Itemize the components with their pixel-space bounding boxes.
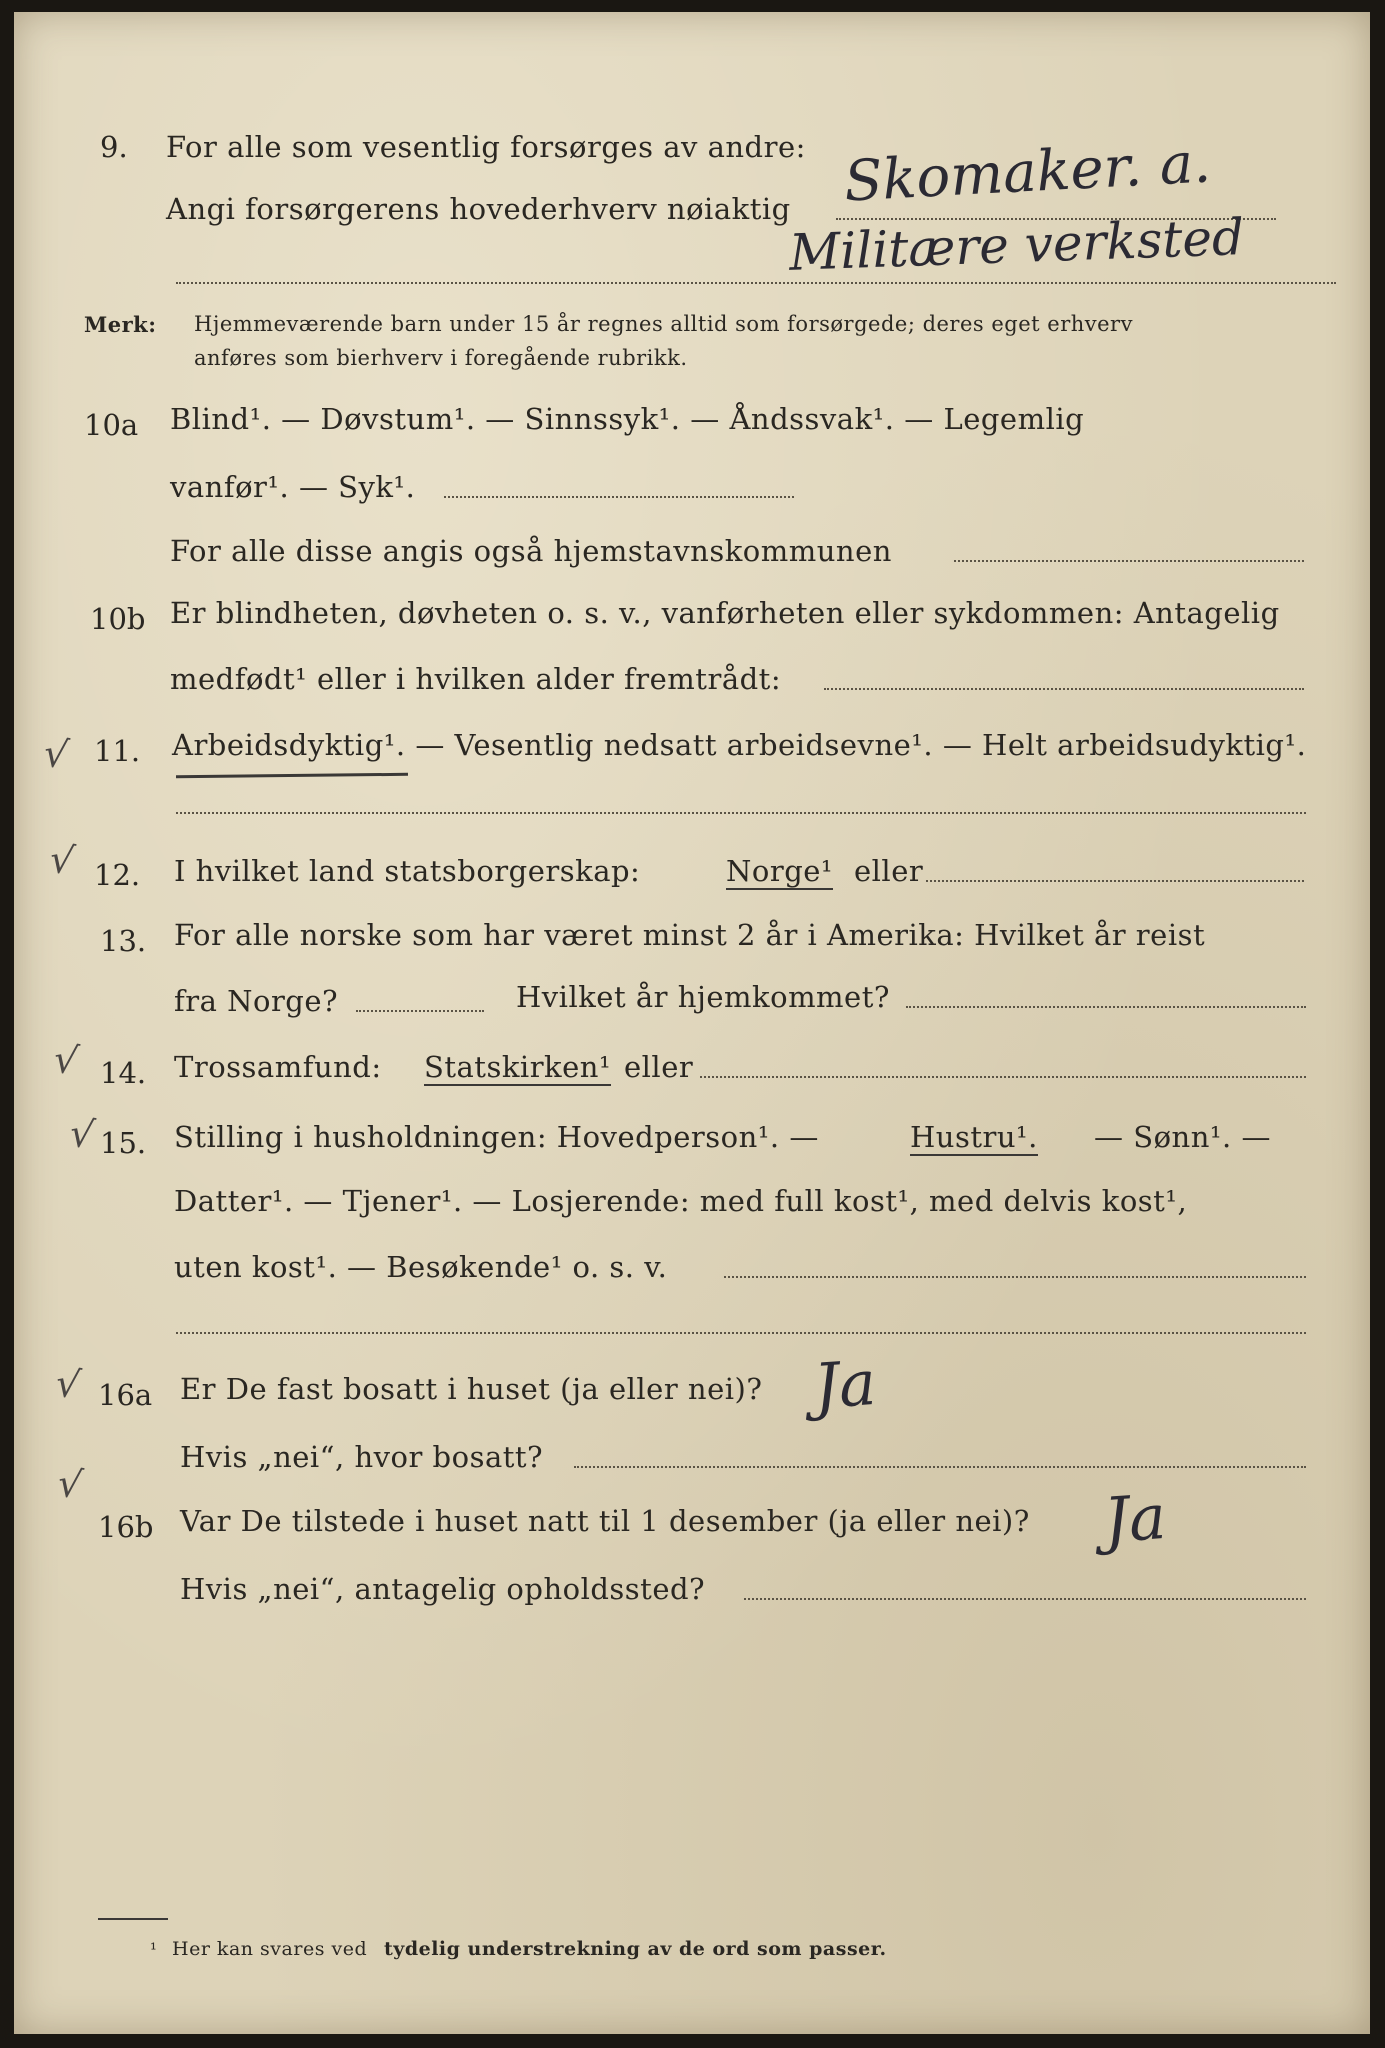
q12-number: 12.	[94, 858, 141, 892]
q10a-line2: vanfør¹. — Syk¹.	[170, 470, 416, 504]
q13-line2b: Hvilket år hjemkommet?	[516, 980, 890, 1014]
check-mark-icon: √	[67, 1110, 98, 1158]
q11-number: 11.	[94, 734, 141, 768]
footnote-text-b: tydelig understrekning av de ord som passer.	[384, 1938, 887, 1960]
q13-line2a: fra Norge?	[174, 984, 339, 1018]
q16b-line1: Var De tilstede i huset natt til 1 desember (ja eller nei)?	[180, 1504, 1030, 1538]
q9-number: 9.	[100, 130, 128, 164]
q16a-fill-line	[574, 1466, 1306, 1468]
q15-fill-line-2	[176, 1332, 1306, 1334]
q9-handwritten-answer-2: Militære verksted	[788, 208, 1245, 282]
check-mark-icon: √	[53, 1360, 84, 1408]
q14-answer-underlined: Statskirken¹	[424, 1050, 612, 1084]
q15-line1a: Stilling i husholdningen: Hovedperson¹. —	[174, 1120, 819, 1154]
merk-label: Merk:	[84, 312, 157, 337]
q16a-number: 16a	[98, 1378, 153, 1412]
q11-text: Arbeidsdyktig¹. — Vesentlig nedsatt arbeidsevne¹. — Helt arbeidsudyktig¹.	[172, 728, 1307, 762]
q12-text-a: I hvilket land statsborgerskap:	[174, 854, 641, 888]
q10b-fill-line	[824, 688, 1304, 690]
q15-answer-underlined: Hustru¹.	[910, 1120, 1038, 1154]
q16b-line2: Hvis „nei“, antagelig opholdssted?	[180, 1572, 706, 1606]
q9-line1: For alle som vesentlig forsørges av andre:	[166, 130, 806, 164]
check-mark-icon: √	[47, 836, 78, 884]
q14-fill-line	[700, 1076, 1306, 1078]
q10a-line1: Blind¹. — Døvstum¹. — Sinnssyk¹. — Åndssvak¹. — Legemlig	[170, 402, 1085, 436]
q13-fill-line-a	[356, 1010, 484, 1012]
q13-number: 13.	[100, 924, 147, 958]
q10b-line2: medfødt¹ eller i hvilken alder fremtrådt:	[170, 662, 782, 696]
q10b-line1: Er blindheten, døvheten o. s. v., vanførheten eller sykdommen: Antagelig	[170, 596, 1280, 630]
q10a-fill-line	[444, 496, 794, 498]
q16a-line2: Hvis „nei“, hvor bosatt?	[180, 1440, 544, 1474]
q15-line3: uten kost¹. — Besøkende¹ o. s. v.	[174, 1250, 668, 1284]
merk-line2: anføres som bierhverv i foregående rubrikk.	[194, 346, 688, 370]
footnote-mark: ¹	[150, 1940, 158, 1960]
footnote-text-a: Her kan svares ved	[172, 1938, 368, 1960]
q15-fill-line	[724, 1276, 1306, 1278]
footnote-rule	[98, 1918, 168, 1920]
q9-line2: Angi forsørgerens hovederhverv nøiaktig	[166, 192, 791, 226]
q16b-fill-line	[744, 1598, 1306, 1600]
q15-number: 15.	[100, 1126, 147, 1160]
q9-fill-line-2	[176, 282, 1336, 284]
q16b-handwritten-answer: Ja	[1101, 1479, 1169, 1558]
q16a-handwritten-answer: Ja	[811, 1345, 879, 1424]
check-mark-icon: √	[41, 730, 72, 778]
q12-answer-underlined: Norge¹	[726, 854, 834, 888]
q9-handwritten-answer-1: Skomaker. a.	[842, 130, 1213, 215]
q14-text-a: Trossamfund:	[174, 1050, 382, 1084]
q12-fill-line	[926, 880, 1304, 882]
q12-text-c: eller	[854, 854, 924, 888]
q14-number: 14.	[100, 1056, 147, 1090]
q15-line1c: — Sønn¹. —	[1094, 1120, 1271, 1154]
census-form-page	[14, 12, 1370, 2034]
q13-line1: For alle norske som har været minst 2 år i Amerika: Hvilket år reist	[174, 918, 1206, 952]
q11-handwritten-underline	[176, 773, 408, 778]
q10a-line3: For alle disse angis også hjemstavnskommunen	[170, 534, 892, 568]
q14-text-c: eller	[624, 1050, 694, 1084]
check-mark-icon: √	[51, 1036, 82, 1084]
q16b-number: 16b	[98, 1510, 154, 1544]
q16a-line1: Er De fast bosatt i huset (ja eller nei)?	[180, 1372, 763, 1406]
check-mark-icon: √	[55, 1460, 86, 1508]
q10a-number: 10a	[84, 408, 139, 442]
merk-line1: Hjemmeværende barn under 15 år regnes alltid som forsørgede; deres eget erhverv	[194, 312, 1133, 336]
q15-line2: Datter¹. — Tjener¹. — Losjerende: med full kost¹, med delvis kost¹,	[174, 1184, 1188, 1218]
q10b-number: 10b	[90, 602, 146, 636]
q11-fill-line	[176, 812, 1306, 814]
q10a-fill-line-2	[954, 560, 1304, 562]
q13-fill-line-b	[906, 1006, 1306, 1008]
